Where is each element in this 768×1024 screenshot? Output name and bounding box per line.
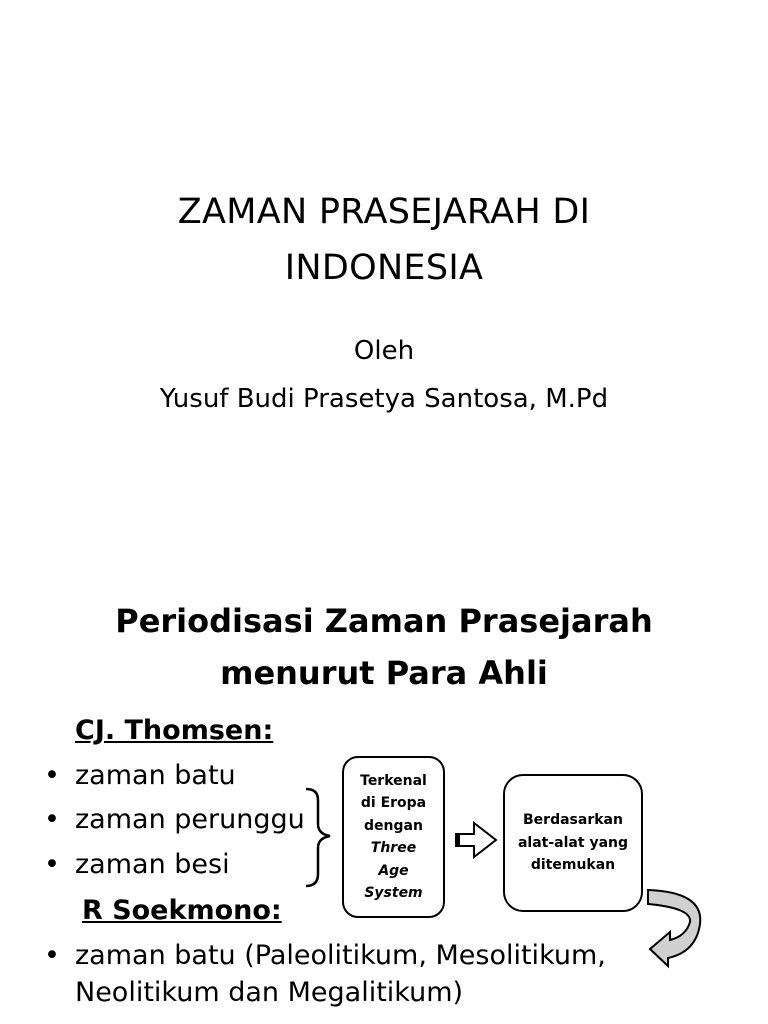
box-text: System <box>364 885 423 901</box>
box-text: Berdasarkan <box>523 812 623 829</box>
bullet-text: zaman batu <box>75 760 236 791</box>
slide-heading-line-1: Periodisasi Zaman Prasejarah <box>115 602 653 640</box>
thomsen-label: CJ. Thomsen: <box>75 715 274 746</box>
box-text: Terkenal <box>360 772 427 789</box>
subtitle-oleh: Oleh <box>353 336 415 366</box>
box-text: di Eropa <box>360 795 427 811</box>
soekmono-label: R Soekmono: <box>82 895 282 926</box>
slide-title-line-1: ZAMAN PRASEJARAH DI <box>177 192 591 232</box>
arrow-right-icon <box>456 823 496 857</box>
content-slide <box>0 512 768 1024</box>
europe-info-box <box>342 756 445 918</box>
bullet-text: zaman batu (Paleolitikum, Mesolitikum, <box>75 940 606 971</box>
box-text: Three <box>370 840 417 856</box>
basis-info-box <box>503 774 643 912</box>
curly-brace-icon <box>306 789 330 886</box>
box-text: ditemukan <box>530 857 616 874</box>
bullet-marker: • <box>44 940 60 971</box>
bullet-text: zaman perunggu <box>75 804 305 835</box>
box-text: Age <box>378 862 409 879</box>
author-name: Yusuf Budi Prasetya Santosa, M.Pd <box>159 384 609 414</box>
slide-heading-line-2: menurut Para Ahli <box>220 654 548 692</box>
box-text: dengan <box>364 817 423 834</box>
box-text: alat-alat yang <box>517 834 629 851</box>
bullet-continuation: Neolitikum dan Megalitikum) <box>75 977 464 1008</box>
slide-title-line-2: INDONESIA <box>284 248 484 288</box>
bullet-marker: • <box>44 849 60 880</box>
bullet-marker: • <box>44 760 60 791</box>
bullet-marker: • <box>44 804 60 835</box>
bullet-text: zaman besi <box>75 849 230 880</box>
curved-arrow-icon <box>648 890 700 966</box>
